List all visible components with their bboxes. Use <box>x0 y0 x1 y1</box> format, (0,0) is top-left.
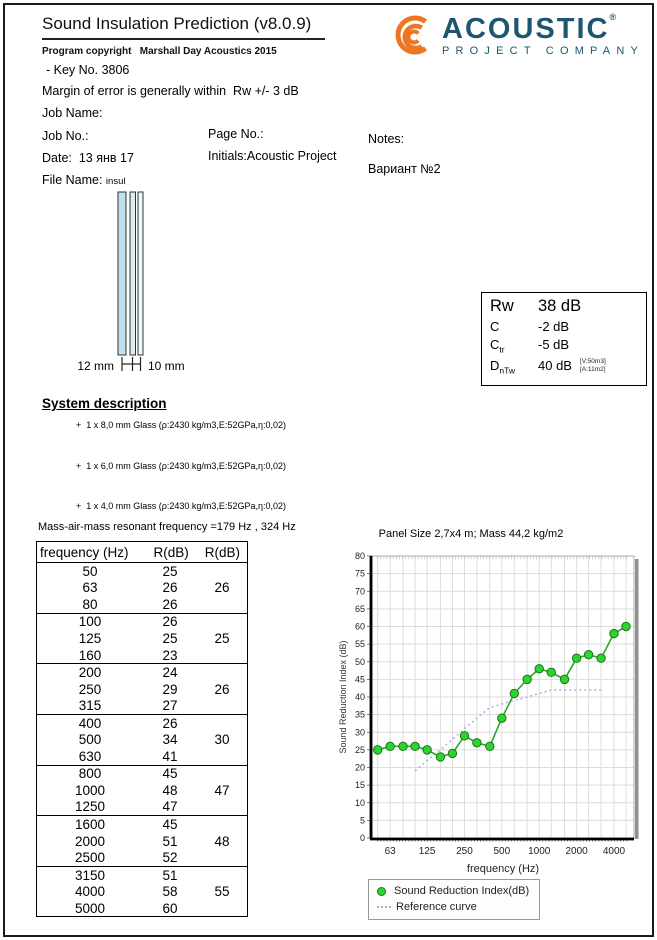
x-tick-label: 1000 <box>528 846 551 857</box>
table-cell: 500 <box>78 732 102 748</box>
page-title-block <box>42 14 325 40</box>
table-row <box>37 849 247 867</box>
gap-dimension-right: 10 mm <box>148 359 185 373</box>
y-tick-label: 80 <box>354 551 365 561</box>
chart-data-point <box>622 622 630 630</box>
chart-data-point <box>423 746 431 754</box>
initials-line: Initials:Acoustic Project <box>208 149 337 163</box>
table-row <box>37 647 247 665</box>
x-tick-label: 63 <box>384 846 396 857</box>
chart-data-point <box>411 742 419 750</box>
c-row <box>490 319 638 334</box>
table-cell: 34 <box>162 732 178 748</box>
page-title: Sound Insulation Prediction (v8.0.9) <box>42 14 325 40</box>
copyright-line: Program copyright Marshall Day Acoustics 2015 <box>42 46 277 57</box>
key-number: - Key No. 3806 <box>46 63 130 77</box>
chart-data-point <box>572 654 580 662</box>
chart-data-point <box>523 675 531 683</box>
legend-item-sri <box>377 883 529 899</box>
table-row <box>37 782 247 799</box>
table-cell: 50 <box>82 563 98 579</box>
gap-dimension-left: 12 mm <box>77 359 114 373</box>
table-cell: 48 <box>214 833 230 849</box>
table-cell: 26 <box>162 596 178 612</box>
notes-value: Вариант №2 <box>368 162 441 176</box>
x-tick-label: 250 <box>456 846 473 857</box>
table-row <box>37 715 247 732</box>
table-row <box>37 766 247 783</box>
chart-data-point <box>597 654 605 662</box>
y-tick-label: 30 <box>354 727 365 738</box>
rw-label: Rw <box>490 297 514 315</box>
table-row <box>37 681 247 698</box>
table-cell: 47 <box>162 799 178 815</box>
table-cell: 58 <box>162 884 178 900</box>
table-cell: 1600 <box>74 816 106 832</box>
table-cell: 200 <box>78 665 102 681</box>
table-row <box>37 748 247 766</box>
legend-label-reference: Reference curve <box>396 901 477 913</box>
glass-pane-1 <box>118 192 126 355</box>
table-row <box>37 883 247 900</box>
chart-data-point <box>535 665 543 673</box>
x-tick-label: 2000 <box>565 846 588 857</box>
dntw-room-notes <box>580 358 606 374</box>
table-row <box>37 697 247 715</box>
frequency-table <box>36 541 248 917</box>
y-axis-title: Sound Reduction Index (dB) <box>338 640 348 754</box>
table-cell: 125 <box>78 630 102 646</box>
file-name-value: insul <box>105 176 126 187</box>
table-row <box>37 799 247 817</box>
table-row <box>37 731 247 748</box>
chart-data-point <box>448 749 456 757</box>
bullet-icon: + <box>76 461 82 471</box>
dimension-marks <box>122 357 141 371</box>
dntw-value: 40 dB <box>538 357 572 373</box>
y-tick-label: 70 <box>354 586 365 597</box>
table-cell: 47 <box>214 782 230 798</box>
chart-data-point <box>584 651 592 659</box>
notes-label: Notes: <box>368 132 405 146</box>
table-cell: 48 <box>162 782 178 798</box>
ctr-label: $C_{tr}$ <box>490 337 505 355</box>
system-layer-2: + 1 x 6,0 mm Glass (ρ:2430 kg/m3,E:52GPa,η:0,02) <box>76 461 286 471</box>
page-no-label: Page No.: <box>208 127 264 141</box>
date-label: Date: <box>42 151 72 165</box>
table-cell: 800 <box>78 766 102 782</box>
y-tick-label: 35 <box>354 709 365 720</box>
table-cell: 100 <box>78 614 102 630</box>
chart-data-point <box>460 732 468 740</box>
chart-data-point <box>399 742 407 750</box>
table-cell: 60 <box>162 900 178 916</box>
system-description-heading: System description <box>42 396 167 411</box>
table-cell: 45 <box>162 816 178 832</box>
table-cell: 24 <box>162 665 178 681</box>
bullet-icon: + <box>76 420 82 430</box>
table-row <box>37 580 247 597</box>
table-cell: 25 <box>162 630 178 646</box>
table-cell: 160 <box>78 647 102 663</box>
table-cell: 4000 <box>74 884 106 900</box>
table-cell: 52 <box>162 850 178 866</box>
system-layer-3: + 1 x 4,0 mm Glass (ρ:2430 kg/m3,E:52GPa,η:0,02) <box>76 501 286 511</box>
rating-results-box <box>481 292 647 386</box>
table-cell: 26 <box>162 715 178 731</box>
x-axis-title: frequency (Hz) <box>466 863 540 875</box>
date-row <box>42 151 134 165</box>
margin-of-error-note: Margin of error is generally within Rw +/- 3 dB <box>42 84 299 98</box>
system-layer-1: + 1 x 8,0 mm Glass (ρ:2430 kg/m3,E:52GPa,η:0,02) <box>76 420 286 430</box>
table-cell: 2500 <box>74 850 106 866</box>
brand-subtitle: PROJECT COMPANY <box>442 45 644 57</box>
chart-title: Panel Size 2,7x4 m; Mass 44,2 kg/m2 <box>378 528 564 540</box>
dntw-row <box>490 358 638 376</box>
c-value: -2 dB <box>538 319 570 334</box>
y-tick-label: 60 <box>354 621 365 632</box>
glass-pane-2 <box>130 192 136 355</box>
table-header-row <box>37 542 247 563</box>
chart-data-point <box>510 689 518 697</box>
resonant-frequency-note: Mass-air-mass resonant frequency =179 Hz , 324 Hz <box>38 521 296 533</box>
table-cell: 26 <box>162 614 178 630</box>
table-cell: 29 <box>162 681 178 697</box>
table-cell: 25 <box>162 563 178 579</box>
table-cell: 2000 <box>74 833 106 849</box>
table-cell: 51 <box>162 833 178 849</box>
chart-data-point <box>498 714 506 722</box>
y-tick-label: 65 <box>354 603 365 614</box>
chart-data-point <box>486 742 494 750</box>
dntw-label: $D_{nTw}$ <box>490 357 515 376</box>
y-tick-label: 45 <box>354 674 365 685</box>
table-cell: 315 <box>78 698 102 714</box>
frequency-table-body <box>37 563 247 916</box>
registered-mark: ® <box>609 12 617 22</box>
table-cell: 30 <box>214 732 230 748</box>
y-tick-label: 25 <box>354 744 365 755</box>
column-header-r-octave: R(dB) <box>204 544 240 560</box>
sound-reduction-chart <box>336 546 650 885</box>
legend-item-reference <box>377 899 529 915</box>
reference-line-icon <box>377 906 391 908</box>
y-tick-label: 20 <box>354 762 365 773</box>
legend-label-sri: Sound Reduction Index(dB) <box>394 885 530 897</box>
y-tick-label: 15 <box>354 780 365 791</box>
job-name-label: Job Name: <box>42 106 103 120</box>
table-row <box>37 900 247 917</box>
column-header-frequency: frequency (Hz) <box>40 544 129 560</box>
table-cell: 41 <box>162 748 178 764</box>
chart-data-point <box>547 668 555 676</box>
chart-data-point <box>560 675 568 683</box>
table-cell: 1250 <box>74 799 106 815</box>
construction-diagram <box>70 190 220 387</box>
rw-value: 38 dB <box>538 297 582 315</box>
column-header-r-third-octave: R(dB) <box>153 544 189 560</box>
y-tick-label: 5 <box>359 815 365 826</box>
chart-data-point <box>436 753 444 761</box>
chart-data-point <box>610 629 618 637</box>
table-cell: 25 <box>214 630 230 646</box>
table-cell: 80 <box>82 596 98 612</box>
bullet-icon: + <box>76 501 82 511</box>
y-tick-label: 50 <box>354 656 365 667</box>
date-value: 13 янв 17 <box>78 151 134 165</box>
table-cell: 26 <box>214 681 230 697</box>
logo-text <box>442 13 644 57</box>
table-row <box>37 816 247 833</box>
table-cell: 250 <box>78 681 102 697</box>
table-cell: 5000 <box>74 900 106 916</box>
area-note: [A:11m2] <box>579 366 606 374</box>
table-row <box>37 563 247 580</box>
volume-note: [V:50m3] <box>579 358 606 366</box>
table-cell: 51 <box>162 867 178 883</box>
c-label: C <box>490 319 500 334</box>
brand-name: ACOUSTIC® <box>442 12 617 45</box>
chart-data-point <box>373 746 381 754</box>
y-tick-label: 55 <box>354 639 365 650</box>
ctr-value: -5 dB <box>538 337 570 352</box>
table-row <box>37 664 247 681</box>
company-logo <box>392 13 644 66</box>
x-tick-label: 125 <box>418 846 436 857</box>
table-cell: 26 <box>162 580 178 596</box>
ctr-row <box>490 337 638 355</box>
table-row <box>37 833 247 850</box>
job-no-label: Job No.: <box>42 129 89 143</box>
table-cell: 23 <box>162 647 178 663</box>
table-cell: 26 <box>214 580 230 596</box>
table-cell: 3150 <box>74 867 106 883</box>
table-row <box>37 630 247 647</box>
x-tick-label: 4000 <box>602 846 626 857</box>
glass-pane-3 <box>138 192 143 355</box>
chart-data-point <box>473 739 481 747</box>
table-row <box>37 867 247 884</box>
series-marker-icon <box>377 887 386 896</box>
table-row <box>37 596 247 614</box>
y-tick-label: 10 <box>354 797 365 808</box>
table-cell: 55 <box>214 884 230 900</box>
rw-row <box>490 297 638 316</box>
y-tick-label: 0 <box>359 833 365 843</box>
table-cell: 63 <box>82 580 98 596</box>
table-cell: 1000 <box>74 782 106 798</box>
file-name-row <box>42 173 125 187</box>
chart-data-point <box>386 742 394 750</box>
table-cell: 45 <box>162 766 178 782</box>
chart-legend <box>368 879 540 920</box>
table-cell: 400 <box>78 715 102 731</box>
file-name-label: File Name: <box>42 173 103 187</box>
sound-wave-icon <box>392 13 436 66</box>
table-cell: 27 <box>162 698 178 714</box>
y-tick-label: 75 <box>354 568 365 579</box>
x-tick-label: 500 <box>493 846 511 857</box>
y-tick-label: 40 <box>354 692 365 702</box>
table-cell: 630 <box>78 748 102 764</box>
table-row <box>37 614 247 631</box>
